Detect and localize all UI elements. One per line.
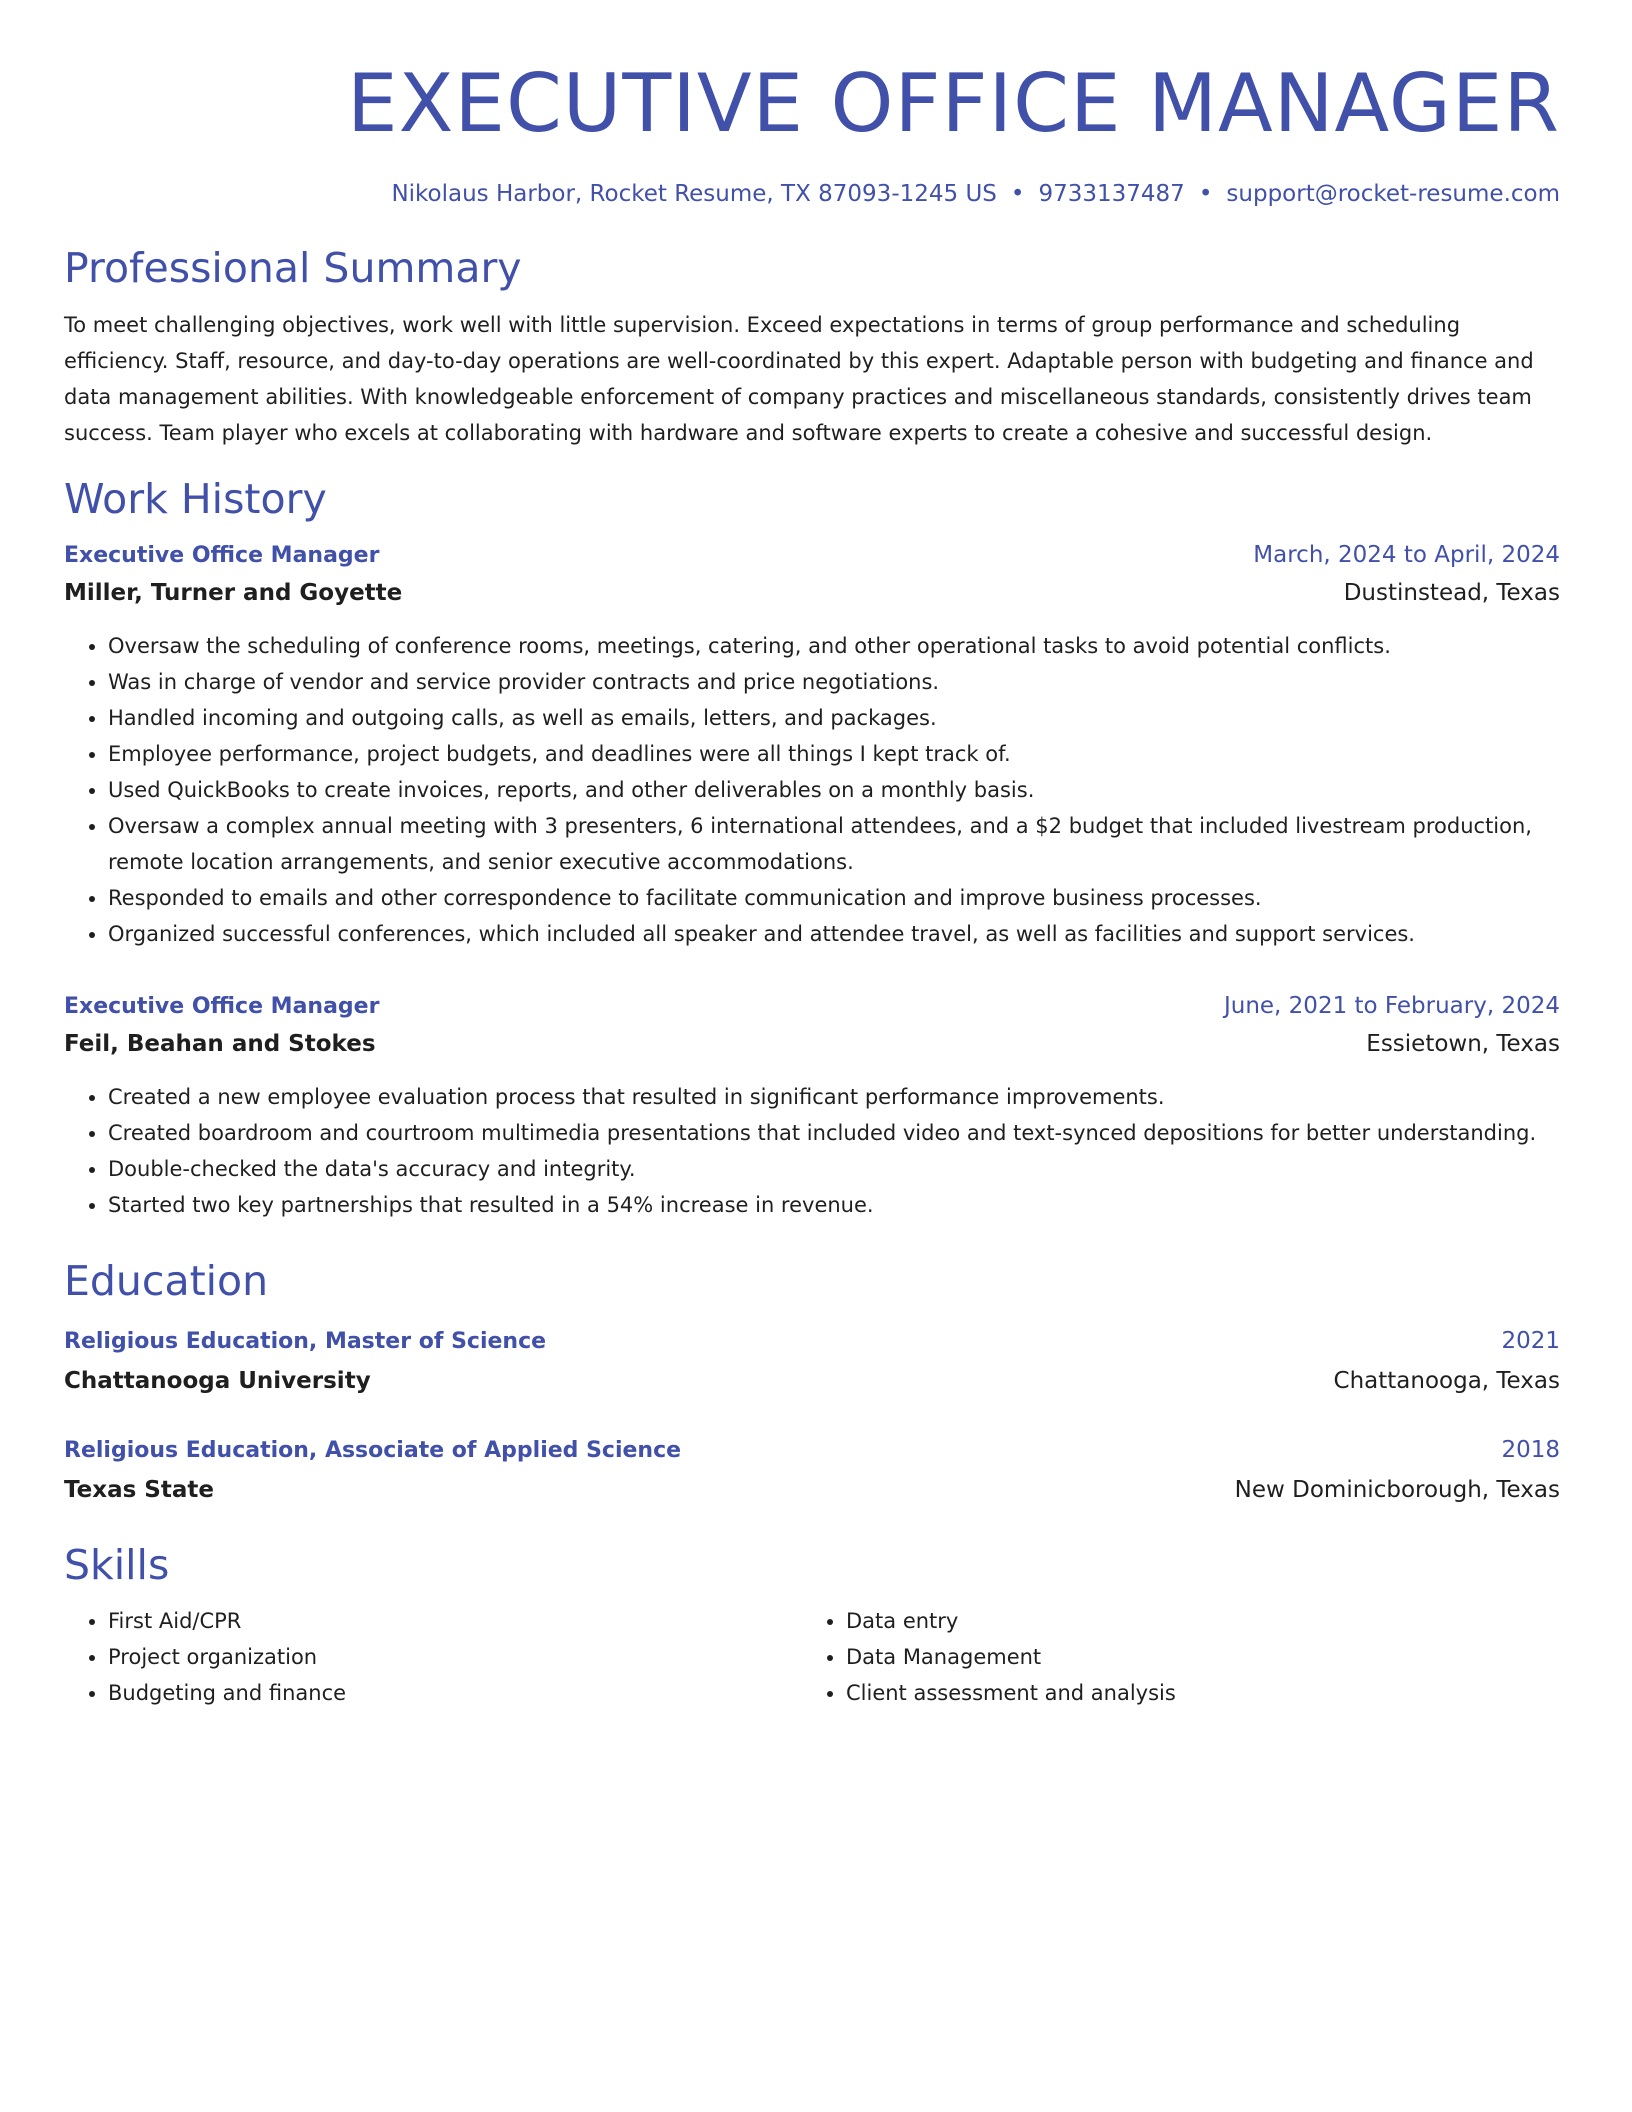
job-bullets (64, 628, 1560, 952)
contact-line (64, 178, 1560, 210)
section-title-work-history: Work History (64, 475, 327, 523)
school-location: New Dominicborough, Texas (1234, 1477, 1560, 1503)
list-item: • Created boardroom and courtroom multimedia presentations that included video and text-synced depositions for better understanding. (108, 1115, 1560, 1151)
list-item: • Oversaw the scheduling of conference rooms, meetings, catering, and other operational tasks to avoid potential conflicts. (108, 628, 1560, 664)
job-title: Executive Office Manager (64, 994, 380, 1019)
school-location: Chattanooga, Texas (1333, 1368, 1560, 1394)
list-item: • Responded to emails and other correspondence to facilitate communication and improve business processes. (108, 880, 1560, 916)
list-item: • Organized successful conferences, which included all speaker and attendee travel, as well as facilities and support services. (108, 916, 1560, 952)
skills-column-right (802, 1603, 1540, 1711)
contact-address: Nikolaus Harbor, Rocket Resume, TX 87093-1245 US (391, 181, 997, 207)
graduation-year: 2018 (1501, 1437, 1560, 1463)
section-title-skills: Skills (64, 1541, 170, 1589)
skill-item: • Data Management (846, 1639, 1540, 1675)
section-title-summary: Professional Summary (64, 244, 522, 292)
education-entry (64, 1323, 1560, 1402)
job-entry (64, 537, 1560, 952)
graduation-year: 2021 (1501, 1328, 1560, 1354)
company-name: Feil, Beahan and Stokes (64, 1031, 376, 1057)
school-name: Chattanooga University (64, 1368, 371, 1394)
resume-name: EXECUTIVE OFFICE MANAGER (347, 57, 1560, 150)
skills-list (64, 1603, 1560, 1711)
summary-text: To meet challenging objectives, work well with little supervision. Exceed expectations in terms of group performance and scheduling efficiency. Staff, resource, and day-to-day operations are well-coordinated by this expert. Adaptable person with budgeting and finance and data management abilities. With knowledgeable enforcement of company practices and miscellaneous standards, consistently drives team success. Team player who excels at collaborating with hardware and software experts to create a cohesive and successful design. (64, 313, 1534, 445)
skill-item: • Data entry (846, 1603, 1540, 1639)
separator-dot: • (1198, 181, 1213, 207)
contact-phone: 9733137487 (1038, 181, 1185, 207)
job-title: Executive Office Manager (64, 543, 380, 568)
list-item: • Oversaw a complex annual meeting with 3 presenters, 6 international attendees, and a $2 budget that included livestream production, remote location arrangements, and senior executive accommodations. (108, 808, 1560, 880)
skill-item: • Client assessment and analysis (846, 1675, 1540, 1711)
degree-title: Religious Education, Master of Science (64, 1329, 547, 1354)
job-location: Dustinstead, Texas (1343, 580, 1560, 606)
list-item: • Used QuickBooks to create invoices, reports, and other deliverables on a monthly basis. (108, 772, 1560, 808)
job-location: Essietown, Texas (1366, 1031, 1560, 1057)
list-item: • Double-checked the data's accuracy and integrity. (108, 1151, 1560, 1187)
degree-title: Religious Education, Associate of Applied Science (64, 1438, 682, 1463)
job-entry (64, 988, 1560, 1223)
education-entry (64, 1432, 1560, 1511)
list-item: • Was in charge of vendor and service provider contracts and price negotiations. (108, 664, 1560, 700)
job-dates: March, 2024 to April, 2024 (1253, 542, 1560, 568)
list-item: • Created a new employee evaluation process that resulted in significant performance improvements. (108, 1079, 1560, 1115)
list-item: • Employee performance, project budgets, and deadlines were all things I kept track of. (108, 736, 1560, 772)
skill-item: • Project organization (108, 1639, 802, 1675)
company-name: Miller, Turner and Goyette (64, 580, 403, 606)
job-dates: June, 2021 to February, 2024 (1223, 993, 1560, 1019)
list-item: • Started two key partnerships that resulted in a 54% increase in revenue. (108, 1187, 1560, 1223)
separator-dot: • (1010, 181, 1025, 207)
job-bullets (64, 1079, 1560, 1223)
resume-page (64, 56, 1560, 1711)
section-title-education: Education (64, 1257, 269, 1305)
skills-column-left (64, 1603, 802, 1711)
skill-item: • Budgeting and finance (108, 1675, 802, 1711)
contact-email[interactable]: support@rocket-resume.com (1226, 181, 1560, 207)
school-name: Texas State (64, 1477, 214, 1503)
skill-item: • First Aid/CPR (108, 1603, 802, 1639)
list-item: • Handled incoming and outgoing calls, as well as emails, letters, and packages. (108, 700, 1560, 736)
